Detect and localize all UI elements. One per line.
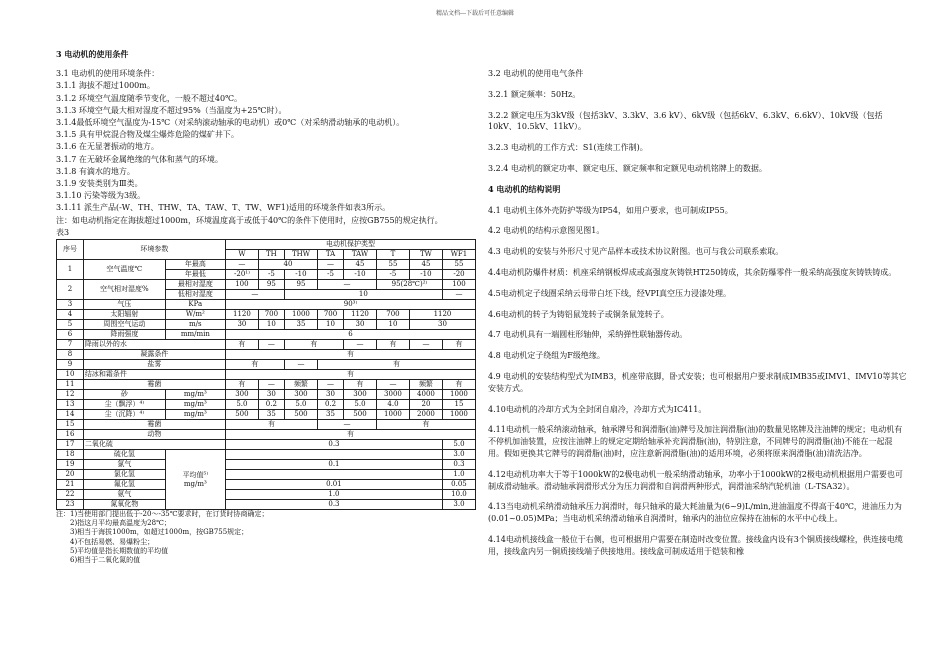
table-cell: 4 <box>57 310 84 320</box>
page-header: 精品文档---下载后可任意编辑 <box>435 10 515 17</box>
table-cell: -10 <box>343 270 376 280</box>
table-cell: 有 <box>343 380 376 390</box>
table-cell: 0.2 <box>318 400 344 410</box>
table-cell: 周围空气运动 <box>83 320 165 330</box>
table-cell: 8 <box>57 350 84 360</box>
table-cell: 15 <box>57 420 84 430</box>
table-cell: 14 <box>57 410 84 420</box>
table-notes <box>56 510 476 565</box>
paragraph: 3.1.5 具有甲烷混合物及煤尘爆炸危险的煤矿井下。 <box>56 130 239 140</box>
table-cell: 1000 <box>284 310 317 320</box>
table-cell: 盐雾 <box>83 360 225 370</box>
table-cell: — <box>343 340 376 350</box>
table-cell: 结冰和霜条件 <box>83 370 225 380</box>
table-cell: 3.0 <box>442 450 475 460</box>
table-cell: 硫化氢 <box>83 450 165 460</box>
right-column <box>488 68 908 567</box>
table-cell: 降雨强度 <box>83 330 165 340</box>
table-row <box>57 410 476 420</box>
table-cell: 有 <box>225 420 317 430</box>
table-cell: — <box>258 340 284 350</box>
table-cell: — <box>442 290 475 300</box>
table-cell: THW <box>284 250 317 260</box>
table-cell: W/m² <box>165 310 225 320</box>
table-row <box>57 350 476 360</box>
paragraph: 3.2.3 电动机的工作方式：S1(连续工作制)。 <box>488 143 648 153</box>
table-cell: 5.0 <box>442 440 475 450</box>
paragraph: 4.2 电动机的结构示意图见图1。 <box>488 226 605 236</box>
table-cell: 90³⁾ <box>225 300 475 310</box>
table-cell: 500 <box>343 410 376 420</box>
table-cell: WF1 <box>442 250 475 260</box>
paragraph: 4.3 电动机的安装与外形尺寸见产品样本或技术协议附图。也可与我公司联系索取。 <box>488 247 784 257</box>
table-cell: 氯气 <box>83 460 165 470</box>
table-cell: 空气相对湿度% <box>83 280 165 300</box>
table-cell: 55 <box>376 260 409 270</box>
paragraph: 3.2.1 额定频率：50Hz。 <box>488 89 581 99</box>
table-cell: 20 <box>57 470 84 480</box>
paragraph: 3.1.3 环境空气最大相对湿度不超过95%（当温度为+25℃时）。 <box>56 105 287 115</box>
environment-table <box>56 239 476 510</box>
table-cell: 5.0 <box>225 400 258 410</box>
table-cell: 700 <box>318 310 344 320</box>
table-cell: — <box>318 380 344 390</box>
table-cell: 95 <box>258 280 284 290</box>
paragraph: 4.9 电动机的安装结构型式为IMB3，机座带底脚，卧式安装；也可根据用户要求制成IMB35或IMV1、IMV10等其它安装方式。 <box>488 371 907 393</box>
table-cell: — <box>376 380 409 390</box>
table-cell: — <box>318 260 344 270</box>
table-cell: 13 <box>57 400 84 410</box>
table-cell: 有 <box>284 340 343 350</box>
table-note: 注：1)当使用部门提出低于-20～-35℃要求时，在订货时协商确定； <box>56 510 269 519</box>
paragraph: 3.1.4最低环境空气温度为-15℃（对采纳滚动轴承的电动机）或0℃（对采纳滑动轴承的电动机）。 <box>56 118 405 128</box>
table-cell: 有 <box>225 380 258 390</box>
table-cell: 有 <box>225 350 475 360</box>
table-row <box>57 480 476 490</box>
paragraph: 4.1 电动机主体外壳防护等级为IP54，如用户要求，也可制成IP55。 <box>488 205 733 215</box>
unit-label: mg/m³ <box>183 479 207 488</box>
table-cell: 频繁 <box>409 380 442 390</box>
table-cell: 0.05 <box>442 480 475 490</box>
table-cell: 有 <box>225 340 258 350</box>
table-row <box>57 400 476 410</box>
paragraph: 3.1.2 环境空气温度随季节变化，一般不超过40℃。 <box>56 93 243 103</box>
table-cell: 10 <box>258 320 284 330</box>
table-cell: TA <box>318 250 344 260</box>
table-cell: 空气温度℃ <box>83 260 165 280</box>
table-cell: 太阳辐射 <box>83 310 165 320</box>
table-cell: 10.0 <box>442 490 475 500</box>
table-cell: 环境参数 <box>83 240 225 260</box>
table-cell: 1120 <box>225 310 258 320</box>
paragraph: 4.11电动机一般采纳滚动轴承，轴承牌号和润滑脂(油)牌号及加注润滑脂(油)的数量见铭牌及注油牌的规定；电动机有不停机加油装置，应按注油牌上的规定定期给轴承补充润滑脂(油)，特别注意，不同牌号的润滑脂(油)不能在一起混用。假如更换其它牌号的润滑脂(油)时，应注意新润滑脂(油)的适用环境，必须将原来润滑脂(油)清洗洁净。 <box>488 425 903 458</box>
paragraph: 4.13当电动机采纳滑动轴承压力润滑时，每只轴承的最大耗油量为(6~9)L/min,进油温度不得高于40℃，进油压力为(0.01~0.05)MPa；当电动机采纳滑动轴承自润滑时，轴承内的油位应保持在油标的水平中心线上。 <box>488 502 902 524</box>
section-heading: 4 电动机的结构说明 <box>488 183 561 194</box>
table-cell: 低相对湿度 <box>165 290 225 300</box>
table-row <box>57 470 476 480</box>
paragraph: 4.6电动机的转子为铸铝鼠笼转子或铜条鼠笼转子。 <box>488 309 669 319</box>
table-cell: 18 <box>57 450 84 460</box>
table-cell: 频繁 <box>284 380 317 390</box>
table-cell: 16 <box>57 430 84 440</box>
paragraph: 3.1.7 在无破坏金属绝缘的气体和蒸气的环境。 <box>56 154 223 164</box>
table-row <box>57 430 476 440</box>
table-cell: 10 <box>284 290 442 300</box>
table-note: 2)指这月平均最高温度为28℃； <box>70 519 171 528</box>
table-note: 6)相当于二氧化氮的值 <box>70 556 141 565</box>
table-cell: mg/m³ <box>165 410 225 420</box>
table-cell: 30 <box>225 320 258 330</box>
table-cell: 1120 <box>343 310 376 320</box>
paragraph: 3.2 电动机的使用电气条件 <box>488 69 584 78</box>
table-cell: 0.1 <box>225 460 442 470</box>
table-cell: 1000 <box>442 410 475 420</box>
table-cell: 有 <box>442 380 475 390</box>
table-cell: 氟化氢 <box>83 480 165 490</box>
table-cell: 氯化氢 <box>83 470 165 480</box>
table-cell: 30 <box>318 390 344 400</box>
table-cell: 23 <box>57 500 84 510</box>
table-cell: 2000 <box>409 410 442 420</box>
table-cell: 6 <box>225 330 475 340</box>
table-row <box>57 440 476 450</box>
left-paragraphs <box>56 68 476 239</box>
table-caption: 表3 <box>56 227 70 237</box>
table-cell: 序号 <box>57 240 84 260</box>
table-cell: 55 <box>442 260 475 270</box>
table-cell <box>225 450 442 460</box>
table-cell: 20 <box>409 400 442 410</box>
table-cell: mm/min <box>165 330 225 340</box>
table-cell: 300 <box>343 390 376 400</box>
table-cell: 1 <box>57 260 84 280</box>
table-cell: m/s <box>165 320 225 330</box>
table-cell: 有 <box>376 340 409 350</box>
table-cell: -10 <box>409 270 442 280</box>
paragraph: 3.1.8 有滴水的地方。 <box>56 166 135 176</box>
table-cell: 30 <box>258 390 284 400</box>
paragraph: 4.12电动机功率大于等于1000kW的2极电动机一般采纳滑动轴承，功率小于1000kW的2极电动机根据用户需要也可制成滑动轴承。滑动轴承润滑形式分为压力润滑和自润滑两种形式，润滑油采纳汽轮机油（L-TSA32）。 <box>488 469 903 491</box>
table-row <box>57 380 476 390</box>
table-cell: TAW <box>343 250 376 260</box>
table-cell: 5.0 <box>284 400 317 410</box>
table-cell: 降雨以外的水 <box>83 340 225 350</box>
table-row <box>57 300 476 310</box>
table-cell: 尘（飘浮）⁴⁾ <box>83 400 165 410</box>
table-cell: 氮氧化物 <box>83 500 165 510</box>
table-cell: 1000 <box>442 390 475 400</box>
table-row <box>57 330 476 340</box>
table-cell: 年最高 <box>165 260 225 270</box>
table-cell: 1000 <box>376 410 409 420</box>
table-cell: 砂 <box>83 390 165 400</box>
table-cell: -5 <box>376 270 409 280</box>
table-cell: 10 <box>318 320 344 330</box>
table-cell: 1.0 <box>225 490 442 500</box>
table-cell: — <box>258 380 284 390</box>
paragraph: 3.1.6 在无显著振动的地方。 <box>56 142 159 152</box>
paragraph: 4.5电动机定子线圈采纳云母带白坯下线，经VPI真空压力浸漆处理。 <box>488 288 732 298</box>
paragraph: 3.1 电动机的使用环境条件： <box>56 69 160 79</box>
table-cell: 3.0 <box>442 500 475 510</box>
table-cell: 9 <box>57 360 84 370</box>
paragraph: 4.10电动机的冷却方式为全封闭自扇冷，冷却方式为IC411。 <box>488 404 707 414</box>
table-cell: 100 <box>225 280 258 290</box>
table-cell: 300 <box>284 390 317 400</box>
table-cell: 二氧化硫 <box>83 440 225 450</box>
table-cell: 35 <box>258 410 284 420</box>
table-cell: 0.3 <box>225 500 442 510</box>
paragraph: 4.14电动机接线盒一般位于右侧，也可根据用户需要在制造时改变位置。接线盒内设有3个铜质接线螺栓，供连接电缆用，接线盒内另一铜质接线端子供接地用。接线盒可制成适用于铠装和橡 <box>488 534 903 556</box>
table-cell: 4000 <box>409 390 442 400</box>
table-cell: — <box>225 290 284 300</box>
table-cell: 95(28℃)²⁾ <box>376 280 442 290</box>
table-cell: 95 <box>284 280 317 290</box>
table-cell: 尘（沉降）⁴⁾ <box>83 410 165 420</box>
table-cell: 0.3 <box>225 440 442 450</box>
table-cell: 45 <box>343 260 376 270</box>
table-cell: — <box>318 280 377 290</box>
paragraph: 4.4电动机防爆件材质：机座采纳钢板焊成或高强度灰铸铁HT250铸成，其余防爆零件一般采纳高强度灰铸铁铸成。 <box>488 267 897 277</box>
paragraph-note: 注：如电动机指定在海拔超过1000m，环境温度高于或低于40℃的条件下使用时，应按GB755的规定执行。 <box>56 215 443 225</box>
table-cell: 30 <box>409 320 475 330</box>
table-cell: mg/m³ <box>165 390 225 400</box>
table-cell: 电动机保护类型 <box>225 240 475 250</box>
paragraph: 3.1.11 派生产品(-W、TH、THW、TA、TAW、T、TW、WF1)适用的环境条件如表3所示。 <box>56 203 391 213</box>
table-row <box>57 390 476 400</box>
table-cell: -5 <box>318 270 344 280</box>
table-cell: TH <box>258 250 284 260</box>
table-cell: 5 <box>57 320 84 330</box>
table-cell: 5.0 <box>343 400 376 410</box>
table-cell: 3000 <box>376 390 409 400</box>
table-cell: 动物 <box>83 430 225 440</box>
table-cell: 有 <box>225 360 284 370</box>
table-cell: 6 <box>57 330 84 340</box>
table-note: 3)相当于海拔1000m，如超过1000m，按GB755规定； <box>70 528 249 537</box>
paragraph: 3.2.4 电动机的额定功率、额定电压、额定频率和定额见电动机铭牌上的数据。 <box>488 163 767 173</box>
table-row <box>57 320 476 330</box>
table-cell: 700 <box>258 310 284 320</box>
table-cell: 35 <box>284 320 317 330</box>
table-cell: 40 <box>258 260 317 270</box>
table-cell: 0.01 <box>225 480 442 490</box>
table-row <box>57 490 476 500</box>
table-cell: 19 <box>57 460 84 470</box>
table-cell: 4.0 <box>376 400 409 410</box>
table-cell: 700 <box>376 310 409 320</box>
section-heading-3: 3 电动机的使用条件 <box>56 49 129 59</box>
paragraph: 3.1.9 安装类别为Ⅲ类。 <box>56 179 143 189</box>
table-cell: T <box>376 250 409 260</box>
table-cell: 12 <box>57 390 84 400</box>
table-row <box>57 370 476 380</box>
table-cell: 0.3 <box>442 460 475 470</box>
table-cell: 35 <box>318 410 344 420</box>
table-note: 4)不包括易燃、易爆粉尘； <box>70 537 155 546</box>
table-cell: 有 <box>376 420 475 430</box>
table-cell: — <box>409 340 442 350</box>
table-cell: 300 <box>225 390 258 400</box>
table-cell: 氨气 <box>83 490 165 500</box>
table-row <box>57 460 476 470</box>
table-cell: 500 <box>284 410 317 420</box>
table-row <box>57 240 476 250</box>
table-cell: 最相对湿度 <box>165 280 225 290</box>
table-cell: 45 <box>409 260 442 270</box>
table-cell: 500 <box>225 410 258 420</box>
table-cell: 气压 <box>83 300 165 310</box>
table-cell: 1.0 <box>442 470 475 480</box>
table-cell: 年最低 <box>165 270 225 280</box>
table-cell: KPa <box>165 300 225 310</box>
table-cell: 100 <box>442 280 475 290</box>
table-cell: TW <box>409 250 442 260</box>
paragraph: 4.8 电动机定子绕组为F级绝缘。 <box>488 351 605 361</box>
table-note: 5)平均值是指长期数值的平均值 <box>70 546 169 555</box>
table-row <box>57 500 476 510</box>
table-row <box>57 340 476 350</box>
table-cell: 0.2 <box>258 400 284 410</box>
table-cell: 2 <box>57 280 84 300</box>
table-row <box>57 280 476 290</box>
table-row <box>57 260 476 270</box>
table-cell: 有 <box>225 430 475 440</box>
table-cell <box>165 450 225 510</box>
table-cell: W <box>225 250 258 260</box>
table-cell <box>225 470 442 480</box>
paragraph: 3.1.1 海拔不超过1000m。 <box>56 81 155 91</box>
table-cell: 11 <box>57 380 84 390</box>
table-cell: 30 <box>343 320 376 330</box>
table-row <box>57 310 476 320</box>
table-cell: 霉菌 <box>83 380 225 390</box>
table-cell: -20¹⁾ <box>225 270 258 280</box>
table-cell: -10 <box>284 270 317 280</box>
paragraph: 3.1.10 污染等级为3级。 <box>56 191 146 201</box>
table-row <box>57 420 476 430</box>
paragraph: 3.2.2 额定电压为3kV级（包括3kV、3.3kV、3.6 kV）、6kV级（包括6kV、6.3kV、6.6kV）、10kV级（包括10kV、10.5kV、11kV）。 <box>488 110 883 132</box>
table-cell: 17 <box>57 440 84 450</box>
table-row <box>57 360 476 370</box>
table-cell: 有 <box>225 370 475 380</box>
table-cell: 3 <box>57 300 84 310</box>
table-cell: -5 <box>258 270 284 280</box>
left-column <box>56 48 476 565</box>
table-cell: 有 <box>318 360 476 370</box>
table-cell: 有 <box>442 340 475 350</box>
table-cell: 凝露条件 <box>83 350 225 360</box>
table-cell: -20 <box>442 270 475 280</box>
table-cell: mg/m³ <box>165 400 225 410</box>
paragraph: 4.7 电动机具有一端圆柱形轴伸，采纳弹性联轴器传动。 <box>488 330 688 340</box>
table-cell: — <box>225 260 258 270</box>
table-row <box>57 450 476 460</box>
average-label: 平均值⁵⁾ <box>182 470 209 479</box>
table-cell: 15 <box>442 400 475 410</box>
table-cell: 21 <box>57 480 84 490</box>
table-cell: 22 <box>57 490 84 500</box>
table-cell: — <box>284 360 317 370</box>
table-cell: — <box>318 420 377 430</box>
table-cell: 霉菌 <box>83 420 225 430</box>
table-cell: 7 <box>57 340 84 350</box>
table-cell: 10 <box>376 320 409 330</box>
table-cell: 1120 <box>409 310 475 320</box>
table-cell: 10 <box>57 370 84 380</box>
